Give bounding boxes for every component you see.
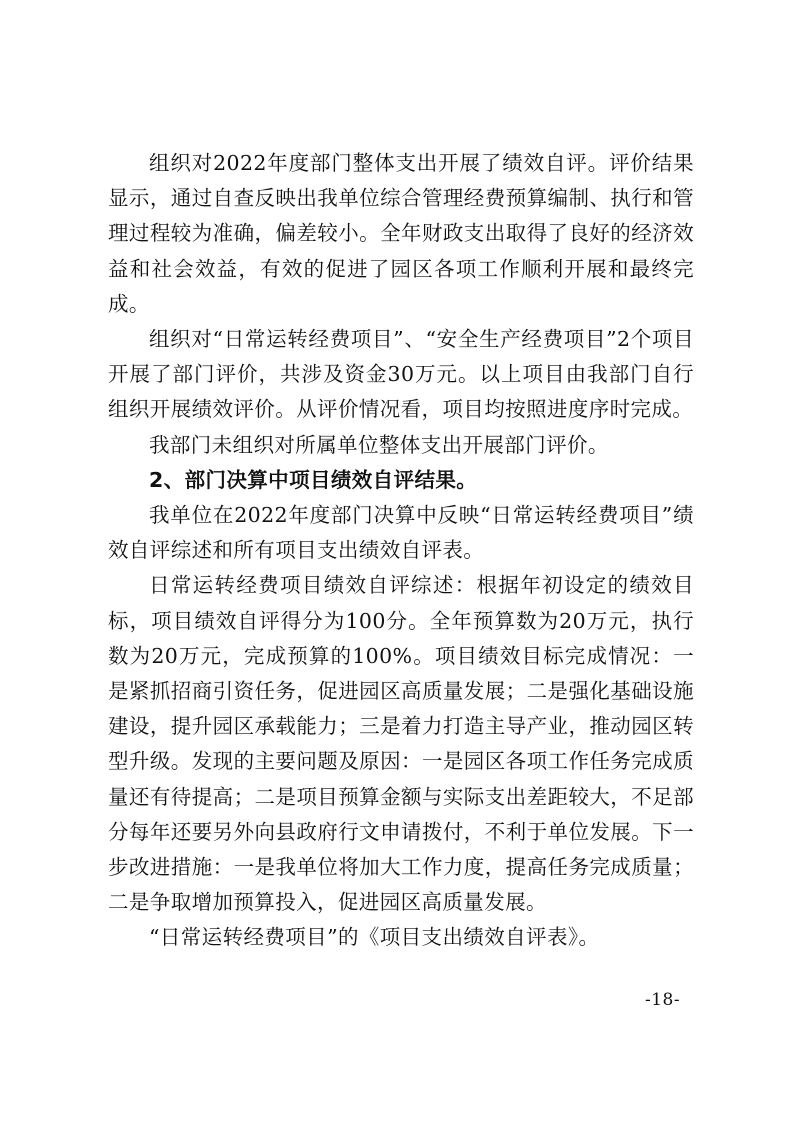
page-number: -18- bbox=[645, 990, 681, 1010]
section-heading: 2、部门决算中项目绩效自评结果。 bbox=[149, 467, 478, 492]
paragraph-project-evaluation: 组织对“日常运转经费项目”、“安全生产经费项目”2个项目开展了部门评价，共涉及资金30万元。以上项目由我部门自行组织开展绩效评价。从评价情况看，项目均按照进度序时完成。 bbox=[108, 327, 694, 422]
paragraph-project-summary: 日常运转经费项目绩效自评综述：根据年初设定的绩效目标，项目绩效自评得分为100分。全年预算数为20万元，执行数为20万元，完成预算的100%。项目绩效目标完成情况：一是紧抓招商引资任务，促进园区高质量发展；二是强化基础设施建设，提升园区承载能力；三是着力打造主导产业，推动园区转型升级。发现的主要问题及原因：一是园区各项工作任务完成质量还有待提高；二是项目预算金额与实际支出差距较大，不足部分每年还要另外向县政府行文申请拨付，不利于单位发展。下一步改进措施：一是我单位将加大工作力度，提高任务完成质量；二是争取增加预算投入，促进园区高质量发展。 bbox=[108, 573, 694, 915]
paragraph-self-evaluation-overall: 组织对2022年度部门整体支出开展了绩效自评。评价结果显示，通过自查反映出我单位综合管理经费预算编制、执行和管理过程较为准确，偏差较小。全年财政支出取得了良好的经济效益和社会效益，有效的促进了园区各项工作顺利开展和最终完成。 bbox=[108, 151, 694, 316]
paragraph-final-accounts: 我单位在2022年度部门决算中反映“日常运转经费项目”绩效自评综述和所有项目支出绩效自评表。 bbox=[108, 503, 694, 563]
paragraph-affiliated-units: 我部门未组织对所属单位整体支出开展部门评价。 bbox=[149, 432, 609, 457]
document-body bbox=[108, 146, 694, 956]
paragraph-evaluation-table-reference: “日常运转经费项目”的《项目支出绩效自评表》。 bbox=[149, 925, 600, 950]
